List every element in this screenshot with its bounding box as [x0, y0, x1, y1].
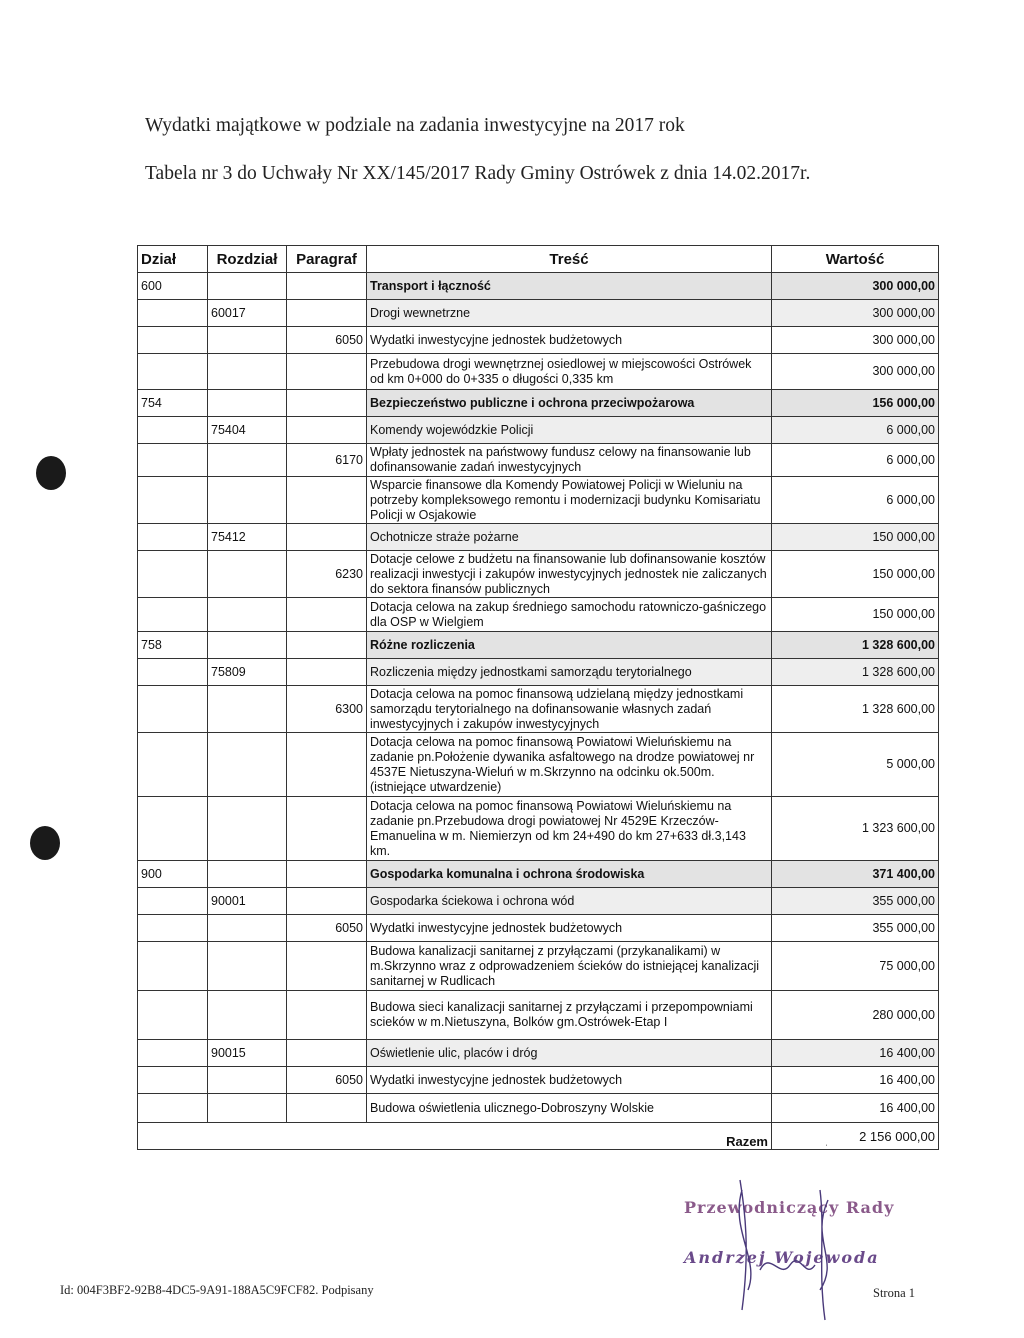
stamp-name: Andrzej Wojewoda	[684, 1248, 880, 1267]
cell-rozdzial: 75809	[208, 659, 287, 686]
cell-dzial: 600	[138, 273, 208, 300]
table-row	[138, 733, 939, 797]
cell-dzial	[138, 797, 208, 861]
cell-paragraf	[287, 733, 367, 797]
page-number: Strona 1	[873, 1286, 916, 1300]
table-row	[138, 300, 939, 327]
cell-paragraf	[287, 861, 367, 888]
cell-dzial	[138, 1040, 208, 1067]
stamp-title: Przewodniczący Rady	[684, 1198, 895, 1217]
cell-wartosc: 150 000,00	[772, 598, 939, 632]
cell-paragraf	[287, 1094, 367, 1123]
cell-dzial	[138, 991, 208, 1040]
cell-dzial	[138, 915, 208, 942]
cell-dzial	[138, 477, 208, 524]
cell-tresc: Dotacja celowa na pomoc finansową Powiatowi Wieluńskiemu na zadanie pn.Przebudowa drogi powiatowej Nr 4529E Krzeczów-Emanuelina w m. Niemierzyn od km 24+490 do km 27+633 dł.3,143 km.	[367, 797, 772, 861]
cell-dzial	[138, 733, 208, 797]
cell-tresc: Oświetlenie ulic, placów i dróg	[367, 1040, 772, 1067]
cell-paragraf	[287, 632, 367, 659]
cell-tresc: Różne rozliczenia	[367, 632, 772, 659]
cell-wartosc: 355 000,00	[772, 888, 939, 915]
cell-tresc: Transport i łączność	[367, 273, 772, 300]
cell-rozdzial	[208, 632, 287, 659]
cell-tresc: Wydatki inwestycyjne jednostek budżetowych	[367, 915, 772, 942]
header-wartosc: Wartość	[772, 246, 939, 273]
cell-paragraf: 6300	[287, 686, 367, 733]
cell-dzial	[138, 888, 208, 915]
cell-rozdzial	[208, 797, 287, 861]
cell-rozdzial	[208, 354, 287, 390]
cell-tresc: Budowa sieci kanalizacji sanitarnej z przyłączami i przepompowniami scieków w m.Nietuszyna, Bolków gm.Ostrówek-Etap I	[367, 991, 772, 1040]
header-paragraf: Paragraf	[287, 246, 367, 273]
cell-rozdzial: 90001	[208, 888, 287, 915]
cell-wartosc: 1 323 600,00	[772, 797, 939, 861]
cell-wartosc: 150 000,00	[772, 524, 939, 551]
total-value: 2 156 000,00	[772, 1123, 939, 1150]
cell-tresc: Dotacja celowa na pomoc finansową udzielaną między jednostkami samorządu terytorialnego na dofinansowanie własnych zadań inwestycyjnych i zakupów inwestycyjnych	[367, 686, 772, 733]
cell-paragraf: 6230	[287, 551, 367, 598]
table-row	[138, 942, 939, 991]
cell-rozdzial	[208, 390, 287, 417]
cell-dzial: 758	[138, 632, 208, 659]
cell-wartosc: 1 328 600,00	[772, 659, 939, 686]
cell-dzial	[138, 300, 208, 327]
document-subtitle: Tabela nr 3 do Uchwały Nr XX/145/2017 Rady Gminy Ostrówek z dnia 14.02.2017r.	[145, 163, 811, 184]
cell-rozdzial	[208, 327, 287, 354]
table-row	[138, 327, 939, 354]
header-dzial: Dział	[138, 246, 208, 273]
cell-tresc: Budowa oświetlenia ulicznego-Dobroszyny Wolskie	[367, 1094, 772, 1123]
document-title: Wydatki majątkowe w podziale na zadania inwestycyjne na 2017 rok	[145, 115, 685, 136]
expenditure-table	[137, 245, 939, 1150]
cell-rozdzial	[208, 915, 287, 942]
cell-rozdzial: 75412	[208, 524, 287, 551]
cell-paragraf: 6050	[287, 327, 367, 354]
cell-dzial	[138, 444, 208, 477]
cell-wartosc: 280 000,00	[772, 991, 939, 1040]
total-label: Razem	[138, 1123, 772, 1150]
cell-dzial	[138, 524, 208, 551]
cell-rozdzial: 75404	[208, 417, 287, 444]
cell-wartosc: 300 000,00	[772, 327, 939, 354]
cell-paragraf: 6170	[287, 444, 367, 477]
table-row	[138, 861, 939, 888]
cell-tresc: Wydatki inwestycyjne jednostek budżetowych	[367, 1067, 772, 1094]
cell-rozdzial	[208, 861, 287, 888]
cell-paragraf	[287, 1040, 367, 1067]
cell-wartosc: 371 400,00	[772, 861, 939, 888]
cell-rozdzial	[208, 942, 287, 991]
cell-dzial	[138, 1094, 208, 1123]
cell-wartosc: 1 328 600,00	[772, 686, 939, 733]
cell-dzial	[138, 942, 208, 991]
cell-wartosc: 5 000,00	[772, 733, 939, 797]
punch-hole	[36, 456, 66, 490]
cell-paragraf	[287, 797, 367, 861]
table-row	[138, 797, 939, 861]
cell-dzial: 754	[138, 390, 208, 417]
cell-tresc: Rozliczenia między jednostkami samorządu terytorialnego	[367, 659, 772, 686]
cell-paragraf	[287, 417, 367, 444]
cell-dzial	[138, 551, 208, 598]
cell-tresc: Wpłaty jednostek na państwowy fundusz celowy na finansowanie lub dofinansowanie zadań inwestycyjnych	[367, 444, 772, 477]
cell-tresc: Bezpieczeństwo publiczne i ochrona przeciwpożarowa	[367, 390, 772, 417]
cell-paragraf	[287, 390, 367, 417]
cell-paragraf	[287, 888, 367, 915]
cell-dzial	[138, 417, 208, 444]
cell-rozdzial	[208, 991, 287, 1040]
cell-tresc: Dotacje celowe z budżetu na finansowanie lub dofinansowanie kosztów realizacji inwestycji i zakupów inwestycyjnych jednostek nie zaliczanych do sektora finansów publicznych	[367, 551, 772, 598]
table-row	[138, 390, 939, 417]
cell-rozdzial	[208, 551, 287, 598]
cell-wartosc: 6 000,00	[772, 444, 939, 477]
header-tresc: Treść	[367, 246, 772, 273]
cell-paragraf	[287, 659, 367, 686]
cell-wartosc: 16 400,00	[772, 1067, 939, 1094]
cell-rozdzial: 60017	[208, 300, 287, 327]
cell-wartosc: 156 000,00	[772, 390, 939, 417]
cell-rozdzial	[208, 1094, 287, 1123]
cell-rozdzial	[208, 273, 287, 300]
table-row	[138, 1040, 939, 1067]
cell-paragraf	[287, 991, 367, 1040]
cell-dzial	[138, 598, 208, 632]
cell-rozdzial	[208, 598, 287, 632]
cell-tresc: Gospodarka komunalna i ochrona środowiska	[367, 861, 772, 888]
table-row	[138, 444, 939, 477]
cell-tresc: Dotacja celowa na zakup średniego samochodu ratowniczo-gaśniczego dla OSP w Wielgiem	[367, 598, 772, 632]
table-row	[138, 551, 939, 598]
cell-paragraf	[287, 942, 367, 991]
table-row	[138, 477, 939, 524]
cell-wartosc: 300 000,00	[772, 354, 939, 390]
table-row	[138, 659, 939, 686]
cell-rozdzial: 90015	[208, 1040, 287, 1067]
cell-tresc: Przebudowa drogi wewnętrznej osiedlowej w miejscowości Ostrówek od km 0+000 do 0+335 o długości 0,335 km	[367, 354, 772, 390]
header-rozdzial: Rozdział	[208, 246, 287, 273]
cell-paragraf	[287, 354, 367, 390]
table-row	[138, 632, 939, 659]
cell-wartosc: 1 328 600,00	[772, 632, 939, 659]
cell-paragraf	[287, 300, 367, 327]
table-row	[138, 1067, 939, 1094]
cell-dzial: 900	[138, 861, 208, 888]
cell-wartosc: 75 000,00	[772, 942, 939, 991]
cell-paragraf	[287, 524, 367, 551]
cell-tresc: Drogi wewnetrzne	[367, 300, 772, 327]
table-row	[138, 1094, 939, 1123]
table-row	[138, 991, 939, 1040]
cell-tresc: Komendy wojewódzkie Policji	[367, 417, 772, 444]
cell-wartosc: 150 000,00	[772, 551, 939, 598]
punch-hole	[30, 826, 60, 860]
cell-paragraf	[287, 477, 367, 524]
table-header-row	[138, 246, 939, 273]
table-row	[138, 915, 939, 942]
cell-wartosc: 6 000,00	[772, 417, 939, 444]
cell-tresc: Dotacja celowa na pomoc finansową Powiatowi Wieluńskiemu na zadanie pn.Położenie dywanika asfaltowego na drodze powiatowej nr 4537E Nietuszyna-Wieluń w m.Skrzynno na odcinku ok.500m.(istniejące utwardzenie)	[367, 733, 772, 797]
cell-rozdzial	[208, 686, 287, 733]
cell-dzial	[138, 659, 208, 686]
cell-tresc: Ochotnicze straże pożarne	[367, 524, 772, 551]
table-row	[138, 354, 939, 390]
cell-dzial	[138, 686, 208, 733]
cell-tresc: Wydatki inwestycyjne jednostek budżetowych	[367, 327, 772, 354]
cell-dzial	[138, 1067, 208, 1094]
table-row	[138, 524, 939, 551]
table-row	[138, 273, 939, 300]
document-id: Id: 004F3BF2-92B8-4DC5-9A91-188A5C9FCF82. Podpisany	[60, 1283, 374, 1297]
cell-dzial	[138, 354, 208, 390]
cell-wartosc: 300 000,00	[772, 273, 939, 300]
stray-mark: ˌ	[825, 1136, 828, 1146]
cell-paragraf: 6050	[287, 1067, 367, 1094]
signature-icon	[700, 1170, 900, 1330]
cell-wartosc: 16 400,00	[772, 1040, 939, 1067]
cell-tresc: Budowa kanalizacji sanitarnej z przyłączami (przykanalikami) w m.Skrzynno wraz z odprowadzeniem ścieków do istniejącej kanalizacji sanitarnej w Rudlicach	[367, 942, 772, 991]
cell-rozdzial	[208, 477, 287, 524]
cell-wartosc: 6 000,00	[772, 477, 939, 524]
cell-rozdzial	[208, 733, 287, 797]
table-row	[138, 598, 939, 632]
cell-wartosc: 16 400,00	[772, 1094, 939, 1123]
cell-tresc: Wsparcie finansowe dla Komendy Powiatowej Policji w Wieluniu na potrzeby kompleksowego remontu i modernizacji budynku Komisariatu Policji w Osjakowie	[367, 477, 772, 524]
cell-dzial	[138, 327, 208, 354]
cell-paragraf	[287, 273, 367, 300]
cell-wartosc: 355 000,00	[772, 915, 939, 942]
cell-tresc: Gospodarka ściekowa i ochrona wód	[367, 888, 772, 915]
cell-paragraf: 6050	[287, 915, 367, 942]
cell-rozdzial	[208, 1067, 287, 1094]
table-row	[138, 686, 939, 733]
cell-wartosc: 300 000,00	[772, 300, 939, 327]
table-row	[138, 417, 939, 444]
cell-paragraf	[287, 598, 367, 632]
table-row	[138, 888, 939, 915]
cell-rozdzial	[208, 444, 287, 477]
table-total-row	[138, 1123, 939, 1150]
